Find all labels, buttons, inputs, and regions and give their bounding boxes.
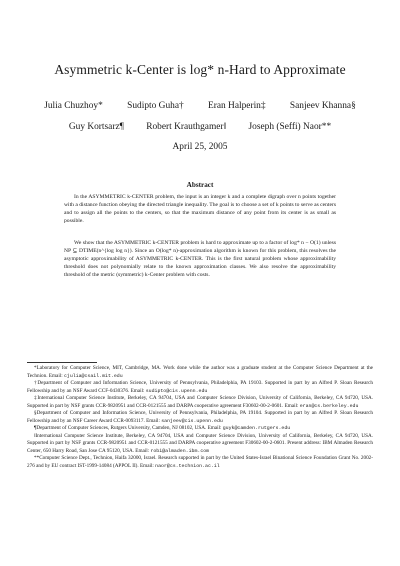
author-row-1 <box>0 101 400 111</box>
author-name: Eran Halperin‡ <box>208 101 266 111</box>
abstract-text: In the ASYMMETRIC k-CENTER problem, the input is an integer k and a complete digraph over n points together with a distance function obeying the directed triangle inequality. The goal is to choose a set of k points to serve as centers and to assign all the points to the centers, so that the maximum distance of any point from its center is as small as possible. <box>64 194 336 224</box>
author-name: Sudipto Guha† <box>127 101 184 111</box>
paper-title: Asymmetric k-Center is log* n-Hard to Approximate <box>54 62 346 77</box>
footnote-email: sudipto@cis.upenn.edu <box>145 388 208 394</box>
paper-date: April 25, 2005 <box>172 142 228 152</box>
author-row-2 <box>0 122 400 132</box>
footnote-text: ‖International Computer Science Institute, Berkeley, CA 94704, USA and Computer Science Division, University of California, Berkeley, CA 94720, USA. Supported in part by NSF grants CCR-9820951 and CCR-0121555 and DARPA cooperative agreement F30602-00-2-0601. Present address: IBM Almaden Research Center, 650 Harry Road, San Jose CA 95120, USA. Email: <box>27 432 373 454</box>
footnote-text: *Laboratory for Computer Science, MIT, Cambridge, MA. Work done while the author was a graduate student at the Computer Science Department at the Technion. Email: <box>27 365 373 379</box>
footnote-email: sanjeev@cis.upenn.edu <box>161 418 223 424</box>
author-name: Guy Kortsarz¶ <box>68 122 124 132</box>
abstract-heading: Abstract <box>186 181 214 189</box>
author-name: Julia Chuzhoy* <box>44 101 103 111</box>
footnote-email: eran@cs.berkeley.edu <box>299 403 359 409</box>
footnote-email: robi@almaden.ibm.com <box>150 448 210 454</box>
footnote-email: naor@cs.technion.ac.il <box>155 463 220 469</box>
footnote <box>27 380 373 395</box>
footnote-text: ‡International Computer Science Institute, Berkeley, CA 94704, USA and Computer Science Division, University of California, Berkeley, CA 94720, USA. Supported in part by NSF grants CCR-9820951 and CCR-0121555 and DARPA cooperative agreement F30602-00-2-0601. Email: <box>27 395 373 409</box>
abstract-text: We show that the ASYMMETRIC k-CENTER problem is hard to approximate up to a factor of log* n − O(1) unless NP ⊆ DTIME(n^{log log n}). Since an O(log* n)-approximation algorithm is known for this problem, this resolves the asymptotic approximability of ASYMMETRIC k-CENTER. This is the first natural problem whose approximability threshold does not polynomially relate to the known approximation classes. We also resolve the approximability threshold of the metric (symmetric) k-Center problem with costs. <box>64 240 336 278</box>
author-name: Sanjeev Khanna§ <box>289 101 356 111</box>
footnote-text: ¶Department of Computer Sciences, Rutgers University, Camden, NJ 08102, USA. Email: <box>34 425 223 431</box>
footnotes <box>27 365 373 470</box>
footnote-email: guyk@camden.rutgers.edu <box>222 426 291 431</box>
footnote <box>27 395 373 410</box>
author-name: Robert Krauthgamer‖ <box>146 122 227 132</box>
author-name: Joseph (Seffi) Naor** <box>248 122 332 132</box>
footnote <box>27 410 373 425</box>
footnote <box>27 433 373 456</box>
abstract-paragraph-2 <box>64 240 336 280</box>
footnote-text: §Department of Computer and Information Science, University of Pennsylvania, Philadelphia, PA 19104. Supported in part by an Alfred P. Sloan Research Fellowship and by an NSF Career Award CCR-0093117. Email: <box>27 410 373 424</box>
footnote <box>27 455 373 470</box>
footnote <box>27 425 373 433</box>
abstract-paragraph-1 <box>64 194 336 226</box>
footnote-email: cjulia@csail.mit.edu <box>63 373 123 379</box>
footnote-rule <box>27 362 97 363</box>
footnote <box>27 365 373 380</box>
footnote-text: †Department of Computer and Information Science, University of Pennsylvania, Philadelphia, PA 19103. Supported in part by an Alfred P. Sloan Research Fellowship and by an NSF Award CCF-0430376. Email: <box>27 380 373 394</box>
footnote-text: **Computer Science Dept., Technion, Haifa 32000, Israel. Research supported in part by the United States-Israel Binational Science Foundation Grant No. 2002-276 and by EU contract IST-1999-14084 (APPOL II). Email: <box>27 455 373 469</box>
